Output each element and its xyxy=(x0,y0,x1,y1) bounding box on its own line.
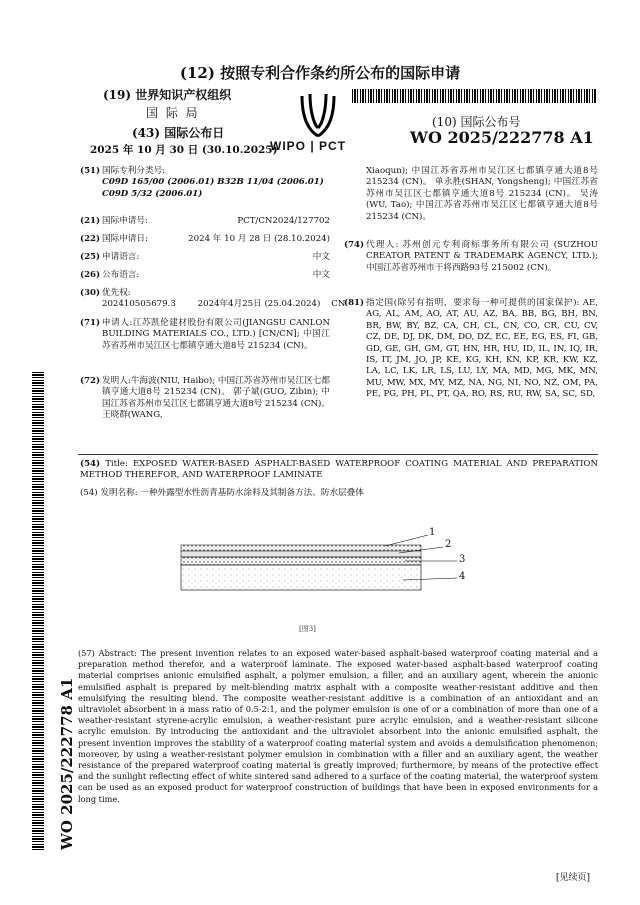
pub-num-label: (10) 国际公布号 xyxy=(432,115,521,129)
pub-date: 2025 年 10 月 30 日 (30.10.2025) xyxy=(90,144,278,156)
document-title: (12) 按照专利合作条约所公布的国际申请 xyxy=(179,64,461,82)
side-pub-num: WO 2025/222778 A1 xyxy=(58,677,76,850)
pub-num: WO 2025/222778 A1 xyxy=(410,128,594,147)
bib-26: (26) 公布语言: 中文 xyxy=(80,270,330,280)
bib-30: (30) 优先权: 202410505679.3 2024年4月25日 (25.04.2024) CN xyxy=(80,288,346,310)
title-en-block: (54) Title: EXPOSED WATER-BASED ASPHALT-BASED WATERPROOF COATING MATERIAL AND PREPARATION METHOD THEREFOR, AND WATERPROOF LAMINATE xyxy=(80,459,598,481)
title-cn: (54) 发明名称: 一种外露型水性沥青基防水涂料及其制备方法、防水层叠体 xyxy=(80,488,364,498)
title-en: Title: EXPOSED WATER-BASED ASPHALT-BASED WATERPROOF COATING MATERIAL AND PREPARATION METHOD THEREFOR, AND WATERPROOF LAMINATE xyxy=(80,459,598,481)
abstract: (57) Abstract: The present invention relates to an exposed water-based asphalt-based waterproof coating material and a preparation method therefor, and a waterproof laminate. The exposed water-based asphalt-based waterproof coating material comprises anionic emulsified asphalt, a polymer emulsion, a filler, and an auxiliary agent, wherein the anionic emulsified asphalt is prepared by melt-blending matrix asphalt with a composite weather-resistant additive and then emulsifying the resulting blend. The composite weather-resistant additive is a combination of an antioxidant and an ultraviolet absorbent in a mass ratio of 0.5-2:1, and the polymer emulsion is one of or a combination of more than one of a weather-resistant styrene-acrylic emulsion, a weather-resistant pure acrylic emulsion, and a weather-resistant silicone acrylic emulsion. By introducing the antioxidant and the ultraviolet absorbent into the anionic emulsified asphalt, the present invention improves the stability of a waterproof coating material system and avoids a demulsification phenomenon; moreover, by using a weather-resistant polymer emulsion in combination with a filler and an auxiliary agent, the weather resistance of the prepared waterproof coating material is greatly improved; furthermore, by means of the protective effect and the sunlight reflecting effect of white sintered sand adhered to a surface of the coating material, the waterproof system can be used as an exposed product for waterproof construction of buildings that have been in exposed environments for a long time. xyxy=(78,648,598,804)
bib-25: (25) 申请语言: 中文 xyxy=(80,252,330,262)
wipo-logo-text: WIPO | PCT xyxy=(270,139,347,153)
pub-date-label: (43) 国际公布日 xyxy=(132,126,225,140)
bib-22: (22) 国际申请日: 2024 年 10 月 28 日 (28.10.2024) xyxy=(80,234,330,244)
fig-label-1: 1 xyxy=(429,527,436,538)
fig-label-4: 4 xyxy=(459,571,466,582)
fig-label-2: 2 xyxy=(445,539,452,550)
side-barcode xyxy=(32,370,44,850)
continuation-note: [见续页] xyxy=(556,873,591,883)
bib-81: (81) 指定国(除另有指明，要求每一种可提供的国家保护): AE, AG, AL, AM, AO, AT, AU, AZ, BA, BB, BG, BH, BN, BR, BW, BY, BZ, CA, CH, CL, CN, CO, CR, CU, CV, CZ, DE, DJ, DK, DM, DO, DZ, EC, EE, EG, ES, FI, GB, GD, GE, GH, GM, GT, HN, HR, HU, ID, IL, IN, IQ, IR, IS, IT, JM, JO, JP, KE, KG, KH, KN, KP, KR, KW, KZ, LA, LC, LK, LR, LS, LU, LY, MA, MD, MG, MK, MN, MU, MW, MX, MY, MZ, NA, NG, NI, NO, NZ, OM, PA, PE, PG, PH, PL, PT, QA, RO, RS, RU, RW, SA, SC, SD, xyxy=(344,298,598,400)
right-bib-column: Xiaoqun); 中国江苏省苏州市吴江区七都镇亨通大道8号 215234 (CN)。 单永胜(SHAN, Yongsheng); 中国江苏省苏州市吴江区七都镇亨通大道8号 215234 (CN)。 吴涛(WU, Tao); 中国江苏省苏州市吴江区七都镇亨通大道8号 215234 (CN)。 (74) 代理人: 苏州创元专利商标事务所有限公司 (SUZHOU CREATOR PATENT & TRADEMARK AGENCY, LTD.); 中国江苏省苏州市干将西路93号 215002 (CN)。 (81) 指定国(除另有指明，要求每一种可提供的国家保护): AE, AG, AL, AM, AO, AT, AU, AZ, BA, BB, BG, BH, BN, BR, BW, BY, BZ, CA, CH, CL, CN, CO, CR, CU, CV, CZ, DE, DJ, DK, DM, DO, DZ, EC, EE, EG, ES, FI, GB, GD, GE, GH, GM, GT, HN, HR, HU, ID, IL, IN, IQ, IR, IS, IT, JM, JO, JP, KE, KG, KH, KN, KP, KR, KW, KZ, LA, LC, LK, LR, LS, LU, LY, MA, MD, MG, MK, MN, MU, MW, MX, MY, MZ, NA, NG, NI, NO, NZ, OM, PA, PE, PG, PH, PL, PT, QA, RO, RS, RU, RW, SA, SC, SD, xyxy=(344,166,598,400)
fig-caption: [图3] xyxy=(299,625,316,633)
divider xyxy=(78,454,598,455)
bureau-name: 国 际 局 xyxy=(146,106,200,120)
top-barcode xyxy=(352,89,596,103)
bib-72: (72) 发明人:牛海波(NIU, Haibo); 中国江苏省苏州市吴江区七都镇亨通大道8号 215234 (CN)。 郭子斌(GUO, Zibin); 中国江苏省苏州市吴江区七都镇亨通大道8号 215234 (CN)。 王晓群(WANG, xyxy=(80,376,330,421)
left-bib-column xyxy=(80,166,346,436)
bib-51: (51) 国际专利分类号: C09D 165/00 (2006.01) B32B 11/04 (2006.01) C09D 5/32 (2006.01) xyxy=(80,166,324,199)
org-name: (19) 世界知识产权组织 xyxy=(103,88,232,102)
bib-21: (21) 国际申请号: PCT/CN2024/127702 xyxy=(80,216,330,226)
fig-label-3: 3 xyxy=(459,554,466,565)
bib-74: (74) 代理人: 苏州创元专利商标事务所有限公司 (SUZHOU CREATOR PATENT & TRADEMARK AGENCY, LTD.); 中国江苏省苏州市干将西路93号 215002 (CN)。 xyxy=(344,240,598,273)
figure-3 xyxy=(175,525,475,615)
bib-71: (71) 申请人:江苏凯伦建材股份有限公司(JIANGSU CANLON BUILDING MATERIALS CO., LTD.) [CN/CN]; 中国江苏省苏州市吴江区七都镇亨通大道8号 215234 (CN)。 xyxy=(80,318,330,351)
